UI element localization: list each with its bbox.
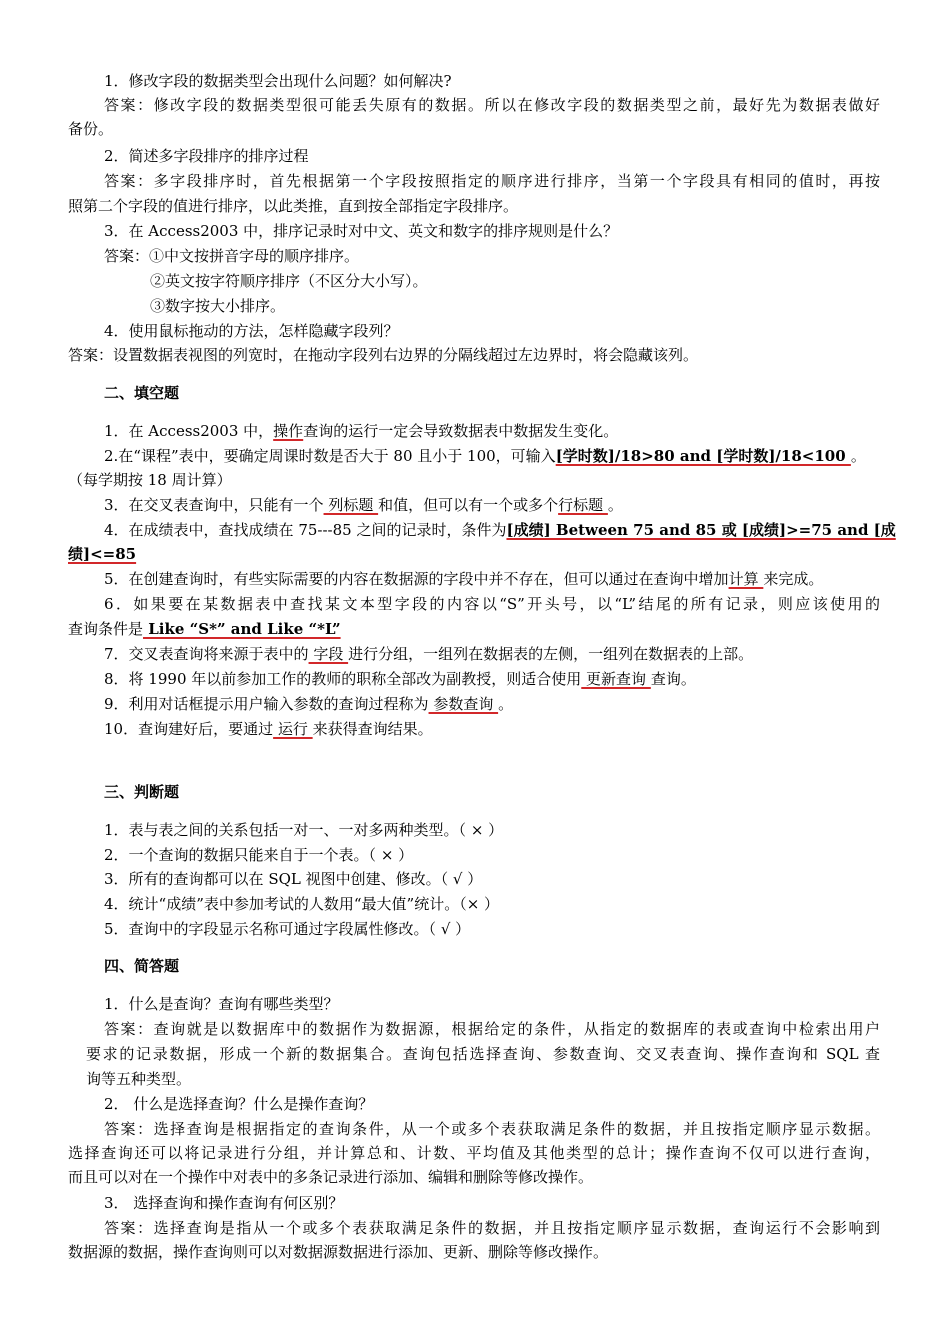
question-3-sort-rules: 3．在 Access2003 中，排序记录时对中文、英文和数字的排序规则是什么？ — [104, 222, 619, 240]
fill-question-2 — [104, 445, 866, 467]
fill-q1-answer: 操作 — [273, 422, 304, 440]
fill-question-10 — [104, 718, 433, 740]
short-answer-3-line-1: 答案：选择查询是指从一个或多个表获取满足条件的数据，并且按指定顺序显示数据，查询运行不会影响到 — [104, 1219, 880, 1237]
short-answer-1-line-3: 询等五种类型。 — [86, 1070, 192, 1088]
fill-q5-answer: 计算 — [728, 570, 764, 588]
fill-q8-text: 8．将 1990 年以前参加工作的教师的职称全部改为副教授，则适合使用 — [104, 670, 582, 688]
fill-q5-text: 5．在创建查询时，有些实际需要的内容在数据源的字段中并不存在，但可以通过在查询中增加 — [104, 570, 729, 588]
question-1-modify-type: 1．修改字段的数据类型会出现什么问题？如何解决? — [104, 72, 452, 90]
judge-item-4: 4．统计“成绩”表中参加考试的人数用“最大值”统计。（× ） — [104, 895, 500, 913]
answer-3-line-2: ②英文按字符顺序排序（不区分大小写）。 — [150, 272, 428, 290]
short-answer-1-line-2: 要求的记录数据，形成一个新的数据集合。查询包括选择查询、参数查询、交叉表查询、操作查询和 SQL 查 — [86, 1045, 880, 1063]
fill-q10-text: 10．查询建好后，要通过 — [104, 720, 274, 738]
answer-1-line-2: 备份。 — [68, 120, 114, 138]
fill-q9-text: 9．利用对话框提示用户输入参数的查询过程称为 — [104, 695, 429, 713]
judge-item-2: 2．一个查询的数据只能来自于一个表。（ × ） — [104, 846, 414, 864]
fill-question-5 — [104, 568, 823, 590]
fill-question-2-note: （每学期按 18 周计算） — [68, 471, 232, 489]
fill-q4-text: 4．在成绩表中，查找成绩在 75---85 之间的记录时，条件为 — [104, 521, 507, 539]
fill-q6-answer: Like “S*” and Like “*L” — [143, 620, 341, 638]
answer-3-line-1: 答案：①中文按拼音字母的顺序排序。 — [104, 247, 360, 265]
question-4-hide-column: 4．使用鼠标拖动的方法，怎样隐藏字段列？ — [104, 322, 399, 340]
short-answer-1-line-1: 答案：查询就是以数据库中的数据作为数据源，根据给定的条件，从指定的数据库的表或查询中检索出用户 — [104, 1020, 880, 1038]
answer-3-line-3: ③数字按大小排序。 — [150, 297, 286, 315]
fill-q10-text-end: 来获得查询结果。 — [312, 720, 433, 738]
fill-question-9 — [104, 693, 513, 715]
heading-short-answer: 四、简答题 — [104, 957, 180, 975]
fill-q5-text-end: 来完成。 — [763, 570, 824, 588]
short-question-1: 1．什么是查询？查询有哪些类型？ — [104, 995, 339, 1013]
fill-question-1 — [104, 420, 618, 442]
fill-q7-answer: 字段 — [308, 645, 349, 663]
short-answer-2-line-2: 选择查询还可以将记录进行分组，并计算总和、计数、平均值及其他类型的总计；操作查询不仅可以进行查询， — [68, 1144, 880, 1162]
fill-q2-answer: [学时数]/18>80 and [学时数]/18<100 — [555, 447, 851, 465]
fill-q3-answer-1: 列标题 — [323, 496, 379, 514]
fill-q7-text-end: 进行分组，一组列在数据表的左侧，一组列在数据表的上部。 — [348, 645, 754, 663]
fill-q9-answer: 参数查询 — [428, 695, 499, 713]
fill-q9-text-end: 。 — [498, 695, 514, 713]
fill-q1-text-end: 查询的运行一定会导致数据表中数据发生变化。 — [303, 422, 619, 440]
heading-true-false: 三、判断题 — [104, 783, 180, 801]
short-answer-2-line-3: 而且可以对在一个操作中对表中的多条记录进行添加、编辑和删除等修改操作。 — [68, 1168, 594, 1186]
judge-item-5: 5．查询中的字段显示名称可通过字段属性修改。（ √ ） — [104, 920, 471, 938]
fill-question-6-cont — [68, 618, 341, 640]
fill-question-8 — [104, 668, 696, 690]
short-answer-2-line-1: 答案：选择查询是根据指定的查询条件，从一个或多个表获取满足条件的数据，并且按指定顺序显示数据。 — [104, 1120, 880, 1138]
fill-q1-text: 1．在 Access2003 中， — [104, 422, 274, 440]
judge-item-3: 3．所有的查询都可以在 SQL 视图中创建、修改。（ √ ） — [104, 870, 483, 888]
fill-q10-answer: 运行 — [273, 720, 313, 738]
short-answer-3-line-2: 数据源的数据，操作查询则可以对数据源数据进行添加、更新、删除等修改操作。 — [68, 1243, 609, 1261]
fill-q6-text: 查询条件是 — [68, 620, 144, 638]
fill-q8-answer: 更新查询 — [581, 670, 651, 688]
fill-question-6: 6．如果要在某数据表中查找某文本型字段的内容以“S”开头号，以“L”结尾的所有记录，则应该使用的 — [104, 595, 880, 613]
fill-q3-text-end: 。 — [607, 496, 623, 514]
short-question-2: 2． 什么是选择查询？什么是操作查询？ — [104, 1095, 374, 1113]
fill-q3-answer-2: 行标题 — [558, 496, 608, 514]
answer-4: 答案：设置数据表视图的列宽时，在拖动字段列右边界的分隔线超过左边界时，将会隐藏该列。 — [68, 346, 699, 364]
fill-q3-text: 3．在交叉表查询中，只能有一个 — [104, 496, 324, 514]
answer-1-line-1: 答案：修改字段的数据类型很可能丢失原有的数据。所以在修改字段的数据类型之前，最好先为数据表做好 — [104, 96, 880, 114]
fill-question-4 — [104, 519, 896, 541]
fill-question-4-answer-cont: 绩]<=85 — [68, 545, 137, 563]
fill-q4-answer: [成绩] Between 75 and 85 或 [成绩]>=75 and [成 — [506, 521, 896, 539]
judge-item-1: 1．表与表之间的关系包括一对一、一对多两种类型。（ × ） — [104, 821, 504, 839]
answer-2-line-1: 答案：多字段排序时，首先根据第一个字段按照指定的顺序进行排序，当第一个字段具有相同的值时，再按 — [104, 172, 880, 190]
question-2-multi-sort: 2．简述多字段排序的排序过程 — [104, 147, 309, 165]
answer-2-line-2: 照第二个字段的值进行排序，以此类推，直到按全部指定字段排序。 — [68, 197, 519, 215]
fill-question-7 — [104, 643, 753, 665]
short-question-3: 3． 选择查询和操作查询有何区别？ — [104, 1194, 344, 1212]
fill-q2-text: 2.在“课程”表中，要确定周课时数是否大于 80 且小于 100，可输入 — [104, 447, 556, 465]
heading-fill-in: 二、填空题 — [104, 384, 180, 402]
fill-q8-text-end: 查询。 — [650, 670, 696, 688]
fill-q7-text: 7．交叉表查询将来源于表中的 — [104, 645, 309, 663]
fill-q3-text-mid: 和值，但可以有一个或多个 — [378, 496, 559, 514]
fill-q2-text-end: 。 — [850, 447, 866, 465]
fill-question-3 — [104, 494, 623, 516]
